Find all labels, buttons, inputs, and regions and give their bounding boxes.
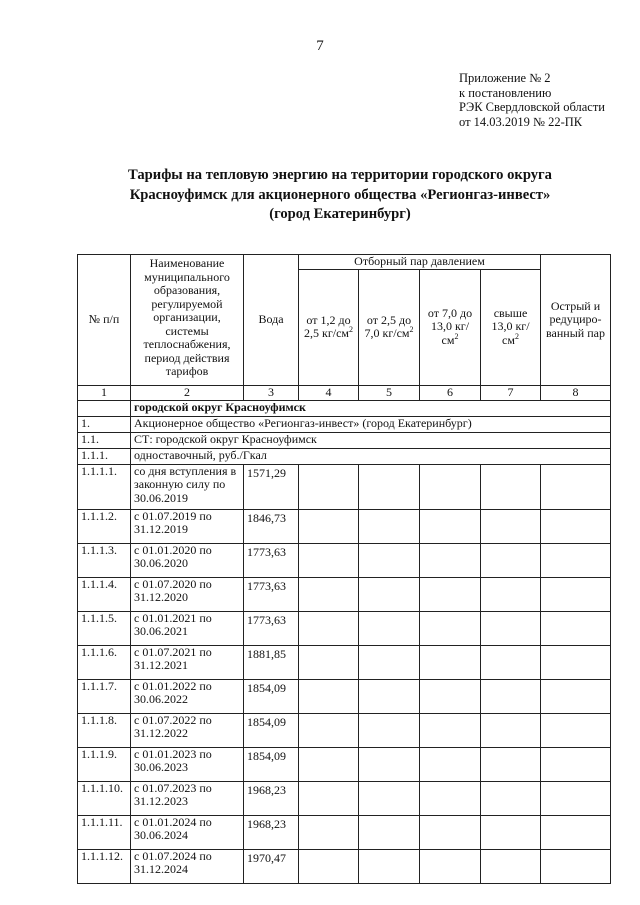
row-pressure-4 (481, 679, 541, 713)
table-row (78, 679, 611, 713)
appendix-line: к постановлению (459, 85, 552, 100)
row-pressure-2 (359, 747, 420, 781)
row-period: с 01.07.2019 по 31.12.2019 (131, 509, 244, 543)
pressure-4-text: свыше 13,0 кг/см (491, 305, 530, 347)
row-water-tariff: 1970,47 (244, 849, 299, 883)
pressure-1-text: от 1,2 до 2,5 кг/см (303, 312, 351, 340)
row-pressure-4 (481, 464, 541, 509)
row-pressure-2 (359, 509, 420, 543)
row-num: 1.1.1.4. (78, 577, 131, 611)
header-row (78, 255, 611, 270)
row-period: с 01.01.2024 по 30.06.2024 (131, 815, 244, 849)
row-pressure-4 (481, 611, 541, 645)
row-pressure-4 (481, 713, 541, 747)
table-row (78, 577, 611, 611)
pressure-3-text: от 7,0 до 13,0 кг/см (427, 305, 473, 347)
row-sharp-steam (541, 509, 611, 543)
row-pressure-2 (359, 815, 420, 849)
header-pressure-4 (481, 269, 541, 385)
table-row (78, 815, 611, 849)
row-pressure-2 (359, 611, 420, 645)
row-pressure-3 (420, 577, 481, 611)
col-number: 1 (78, 385, 131, 400)
row-water-tariff: 1571,29 (244, 464, 299, 509)
tariff-type-num: 1.1.1. (78, 448, 131, 464)
row-pressure-3 (420, 509, 481, 543)
header-num: № п/п (78, 255, 131, 386)
row-pressure-1 (299, 781, 359, 815)
row-pressure-1 (299, 679, 359, 713)
row-num: 1.1.1.10. (78, 781, 131, 815)
row-water-tariff: 1773,63 (244, 611, 299, 645)
row-sharp-steam (541, 815, 611, 849)
table-row (78, 781, 611, 815)
row-num: 1.1.1.7. (78, 679, 131, 713)
row-num: 1.1.1.3. (78, 543, 131, 577)
row-pressure-1 (299, 464, 359, 509)
row-pressure-2 (359, 464, 420, 509)
header-steam-group: Отборный пар давлением (299, 255, 541, 270)
row-num: 1.1.1.2. (78, 509, 131, 543)
system-num: 1.1. (78, 432, 131, 448)
header-name: Наименование муниципального образования, регулируемой организации, системы теплоснабжения, период действия тарифов (131, 255, 244, 386)
row-pressure-1 (299, 611, 359, 645)
title-line: Красноуфимск для акционерного общества «Регионгаз-инвест» (129, 186, 551, 203)
row-sharp-steam (541, 645, 611, 679)
row-water-tariff: 1854,09 (244, 713, 299, 747)
appendix-line: РЭК Свердловской области (459, 100, 605, 115)
sup-2: 2 (454, 331, 459, 341)
row-pressure-2 (359, 645, 420, 679)
row-pressure-1 (299, 645, 359, 679)
row-period: с 01.01.2021 по 30.06.2021 (131, 611, 244, 645)
table-row (78, 747, 611, 781)
row-pressure-1 (299, 815, 359, 849)
table-row (78, 543, 611, 577)
table-row (78, 713, 611, 747)
document-title (60, 166, 620, 225)
appendix-block (459, 71, 605, 129)
tariff-type-row (78, 448, 611, 464)
row-num: 1.1.1.11. (78, 815, 131, 849)
page-number: 7 (316, 38, 324, 54)
row-water-tariff: 1968,23 (244, 781, 299, 815)
section-row (78, 400, 611, 416)
col-number: 6 (420, 385, 481, 400)
col-number: 2 (131, 385, 244, 400)
header-pressure-2 (359, 269, 420, 385)
system-name: СТ: городской округ Красноуфимск (131, 432, 611, 448)
row-pressure-1 (299, 747, 359, 781)
table-row (78, 509, 611, 543)
row-pressure-2 (359, 543, 420, 577)
row-water-tariff: 1854,09 (244, 679, 299, 713)
title-line: Тарифы на тепловую энергию на территории городского округа (128, 167, 552, 183)
col-number: 4 (299, 385, 359, 400)
row-sharp-steam (541, 679, 611, 713)
row-period: с 01.01.2020 по 30.06.2020 (131, 543, 244, 577)
row-pressure-3 (420, 815, 481, 849)
row-sharp-steam (541, 543, 611, 577)
row-pressure-4 (481, 747, 541, 781)
appendix-line: от 14.03.2019 № 22-ПК (459, 114, 583, 129)
tariff-type-text: одноставочный, руб./Гкал (131, 448, 611, 464)
row-period: с 01.07.2021 по 31.12.2021 (131, 645, 244, 679)
tariff-table (77, 254, 611, 884)
row-sharp-steam (541, 781, 611, 815)
row-water-tariff: 1854,09 (244, 747, 299, 781)
row-water-tariff: 1846,73 (244, 509, 299, 543)
column-numbers-row (78, 385, 611, 400)
row-pressure-1 (299, 849, 359, 883)
row-pressure-3 (420, 713, 481, 747)
row-sharp-steam (541, 577, 611, 611)
row-pressure-4 (481, 509, 541, 543)
row-num: 1.1.1.6. (78, 645, 131, 679)
row-pressure-1 (299, 543, 359, 577)
row-pressure-4 (481, 815, 541, 849)
title-line: (город Екатеринбург) (269, 206, 411, 222)
system-row (78, 432, 611, 448)
org-num: 1. (78, 416, 131, 432)
row-pressure-3 (420, 747, 481, 781)
section-num (78, 400, 131, 416)
row-pressure-4 (481, 849, 541, 883)
row-water-tariff: 1773,63 (244, 577, 299, 611)
row-pressure-4 (481, 577, 541, 611)
row-pressure-4 (481, 781, 541, 815)
header-pressure-1 (299, 269, 359, 385)
tariff-rows (78, 464, 611, 883)
row-sharp-steam (541, 464, 611, 509)
org-row (78, 416, 611, 432)
row-period: со дня вступления в законную силу по 30.06.2019 (131, 464, 244, 509)
row-water-tariff: 1968,23 (244, 815, 299, 849)
table-row (78, 611, 611, 645)
row-num: 1.1.1.1. (78, 464, 131, 509)
row-period: с 01.01.2023 по 30.06.2023 (131, 747, 244, 781)
row-pressure-3 (420, 464, 481, 509)
row-water-tariff: 1881,85 (244, 645, 299, 679)
row-pressure-3 (420, 645, 481, 679)
table-row (78, 645, 611, 679)
row-pressure-3 (420, 611, 481, 645)
row-pressure-1 (299, 509, 359, 543)
row-pressure-2 (359, 781, 420, 815)
pressure-2-text: от 2,5 до 7,0 кг/см (364, 312, 412, 340)
row-period: с 01.01.2022 по 30.06.2022 (131, 679, 244, 713)
section-title: городской округ Красноуфимск (131, 400, 611, 416)
row-pressure-3 (420, 679, 481, 713)
header-sharp-steam: Острый и редуциро-ванный пар (541, 255, 611, 386)
sup-2: 2 (409, 325, 414, 334)
col-number: 8 (541, 385, 611, 400)
col-number: 3 (244, 385, 299, 400)
row-pressure-3 (420, 543, 481, 577)
row-pressure-2 (359, 849, 420, 883)
row-sharp-steam (541, 747, 611, 781)
row-pressure-4 (481, 645, 541, 679)
row-sharp-steam (541, 849, 611, 883)
row-num: 1.1.1.5. (78, 611, 131, 645)
row-pressure-1 (299, 577, 359, 611)
row-num: 1.1.1.12. (78, 849, 131, 883)
row-period: с 01.07.2023 по 31.12.2023 (131, 781, 244, 815)
row-water-tariff: 1773,63 (244, 543, 299, 577)
table-row (78, 849, 611, 883)
row-sharp-steam (541, 611, 611, 645)
sup-2: 2 (349, 325, 353, 334)
row-pressure-1 (299, 713, 359, 747)
row-num: 1.1.1.9. (78, 747, 131, 781)
row-pressure-2 (359, 679, 420, 713)
col-number: 5 (359, 385, 420, 400)
sup-2: 2 (514, 331, 519, 341)
appendix-line: Приложение № 2 (459, 71, 551, 85)
row-pressure-2 (359, 577, 420, 611)
table-row (78, 464, 611, 509)
row-period: с 01.07.2024 по 31.12.2024 (131, 849, 244, 883)
header-water: Вода (244, 255, 299, 386)
row-sharp-steam (541, 713, 611, 747)
row-period: с 01.07.2020 по 31.12.2020 (131, 577, 244, 611)
row-num: 1.1.1.8. (78, 713, 131, 747)
col-number: 7 (481, 385, 541, 400)
row-pressure-3 (420, 849, 481, 883)
header-pressure-3 (420, 269, 481, 385)
row-pressure-3 (420, 781, 481, 815)
row-pressure-4 (481, 543, 541, 577)
row-pressure-2 (359, 713, 420, 747)
org-name: Акционерное общество «Регионгаз-инвест» (город Екатеринбург) (131, 416, 611, 432)
row-period: с 01.07.2022 по 31.12.2022 (131, 713, 244, 747)
